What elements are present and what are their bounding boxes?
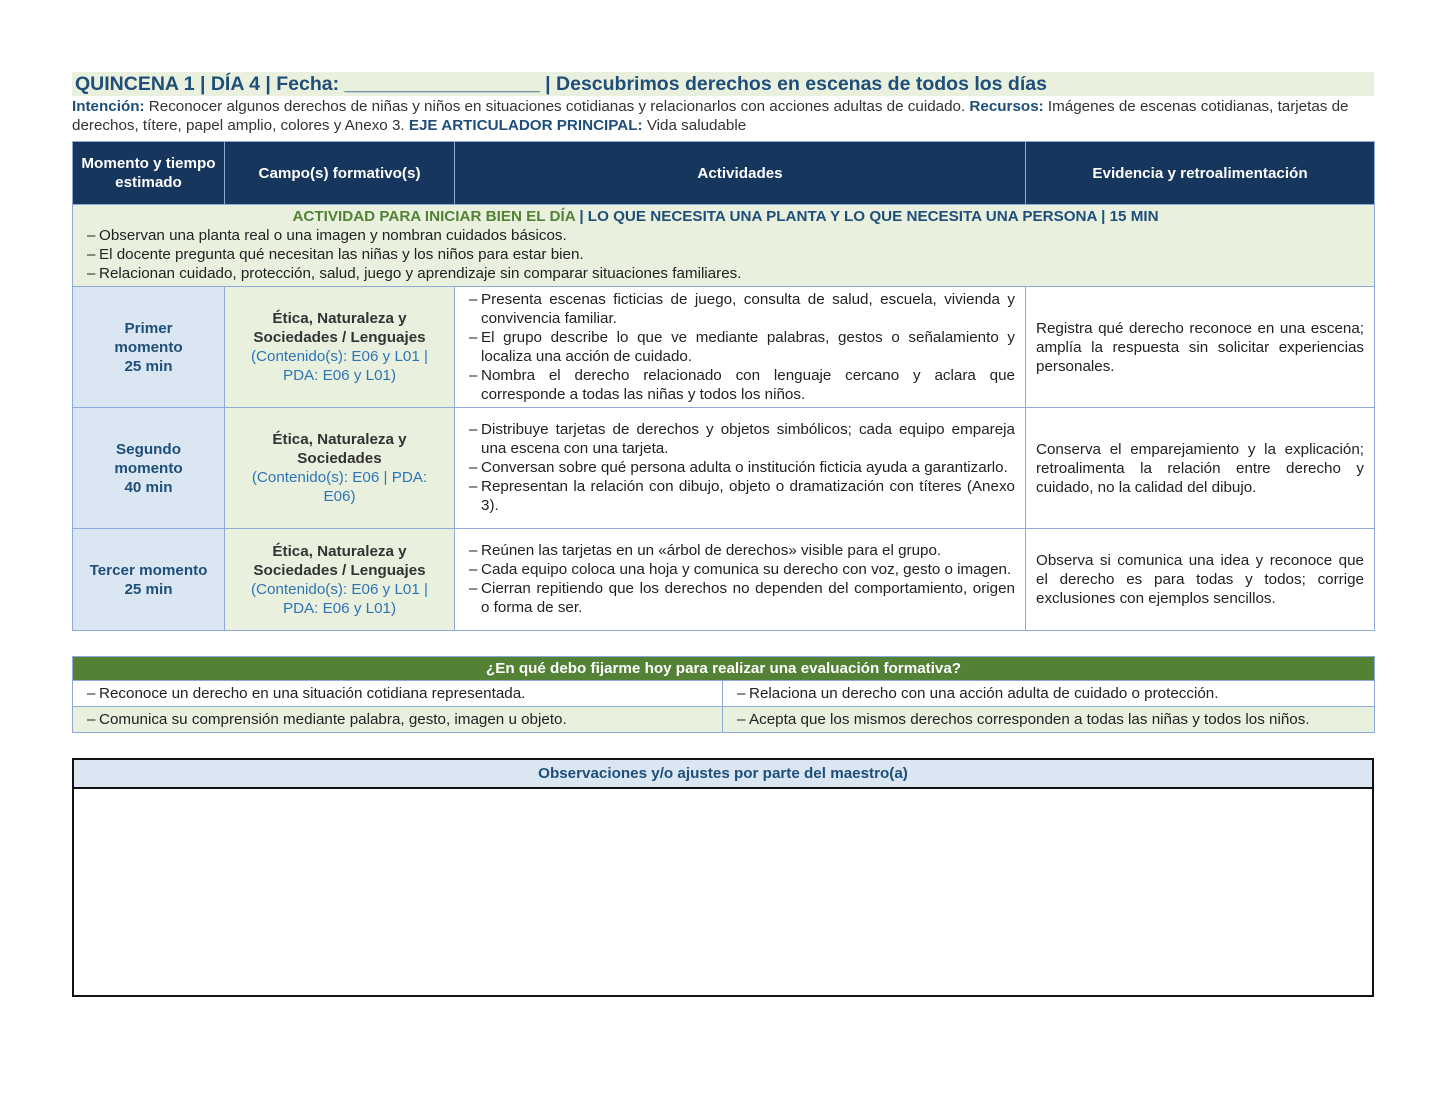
- field-name: Ética, Naturaleza y Sociedades / Lenguajes: [253, 542, 426, 579]
- moment-cell: [73, 529, 225, 631]
- column-header-moment: Momento y tiempo estimado: [73, 142, 225, 205]
- observations-title: Observaciones y/o ajustes por parte del maestro(a): [74, 760, 1372, 789]
- field-cell: [225, 287, 455, 408]
- moment-cell: [73, 408, 225, 529]
- warmup-title: [87, 207, 1364, 226]
- moment-time: 40 min: [124, 478, 173, 496]
- activities-list: [469, 290, 1015, 404]
- list-item: – Cierran repitiendo que los derechos no dependen del comportamiento, origen o forma de ser.: [469, 579, 1015, 617]
- activities-cell: [455, 408, 1026, 529]
- warmup-cell: [73, 205, 1375, 287]
- title-suffix: | Descubrimos derechos en escenas de todos los días: [539, 73, 1047, 95]
- evaluation-item: – Acepta que los mismos derechos corresponden a todas las niñas y todos los niños.: [723, 707, 1375, 733]
- moment-cell: [73, 287, 225, 408]
- field-name: Ética, Naturaleza y Sociedades / Lenguajes: [253, 310, 426, 346]
- intencion-text: Reconocer algunos derechos de niñas y niños en situaciones cotidianas y relacionarlos con acciones adultas de cuidado.: [144, 98, 970, 115]
- table-row: [73, 529, 1375, 631]
- title-prefix: QUINCENA 1 | DÍA 4 | Fecha:: [75, 73, 345, 95]
- intencion-label: Intención:: [72, 98, 145, 115]
- list-item: – Reúnen las tarjetas en un «árbol de derechos» visible para el grupo.: [469, 541, 1015, 560]
- list-item: – El docente pregunta qué necesitan las niñas y los niños para estar bien.: [87, 245, 1364, 264]
- table-row: [73, 408, 1375, 529]
- list-item: – Presenta escenas ficticias de juego, consulta de salud, escuela, vivienda y convivencia familiar.: [469, 290, 1015, 328]
- table-row: [73, 707, 1375, 733]
- lesson-plan-page: [72, 72, 1374, 997]
- list-item: – Cada equipo coloca una hoja y comunica su derecho con voz, gesto o imagen.: [469, 560, 1015, 579]
- warmup-list: [87, 226, 1364, 283]
- page-title: [72, 72, 1374, 96]
- list-item: – Representan la relación con dibujo, objeto o dramatización con títeres (Anexo 3).: [469, 477, 1015, 515]
- evidence-cell: Registra qué derecho reconoce en una escena; amplía la respuesta sin solicitar experiencias personales.: [1026, 287, 1375, 408]
- list-item: – Relacionan cuidado, protección, salud, juego y aprendizaje sin comparar situaciones familiares.: [87, 264, 1364, 283]
- evaluation-item: – Reconoce un derecho en una situación cotidiana representada.: [73, 681, 723, 707]
- evidence-cell: Conserva el emparejamiento y la explicación; retroalimenta la relación entre derecho y cuidado, no la calidad del dibujo.: [1026, 408, 1375, 529]
- recursos-label: Recursos:: [969, 98, 1044, 115]
- field-name: Ética, Naturaleza y Sociedades: [272, 431, 407, 467]
- moment-name: Tercer momento: [89, 561, 208, 579]
- moment-name: Primer momento: [114, 319, 183, 356]
- activities-cell: [455, 529, 1026, 631]
- moment-time: 25 min: [124, 357, 173, 375]
- observations-box: [72, 758, 1374, 997]
- evidence-cell: Observa si comunica una idea y reconoce que el derecho es para todas y todos; corrige exclusiones con ejemplos sencillos.: [1026, 529, 1375, 631]
- evaluation-header-row: [73, 657, 1375, 681]
- field-cell: [225, 529, 455, 631]
- intro-paragraph: [72, 97, 1374, 135]
- eje-text: Vida saludable: [642, 117, 747, 134]
- list-item: – Nombra el derecho relacionado con lenguaje cercano y aclara que corresponde a todas las niñas y todos los niños.: [469, 366, 1015, 404]
- column-header-activities: Actividades: [455, 142, 1026, 205]
- warmup-title-rest: | LO QUE NECESITA UNA PLANTA Y LO QUE NECESITA UNA PERSONA | 15 MIN: [575, 208, 1159, 225]
- recursos-text: Imágenes de escenas cotidianas, tarjetas de derechos, títere, papel amplio, colores y Anexo 3.: [72, 98, 1349, 134]
- evaluation-title: ¿En qué debo fijarme hoy para realizar una evaluación formativa?: [73, 657, 1375, 681]
- moment-name: Segundo momento: [114, 440, 183, 477]
- contenido-text: (Contenido(s): E06 y L01 | PDA: E06 y L01): [250, 580, 428, 617]
- activities-cell: [455, 287, 1026, 408]
- list-item: – Observan una planta real o una imagen y nombran cuidados básicos.: [87, 226, 1364, 245]
- date-blank: __________________: [344, 73, 540, 95]
- table-row: [73, 287, 1375, 408]
- list-item: – Conversan sobre qué persona adulta o institución ficticia ayuda a garantizarlo.: [469, 458, 1015, 477]
- activities-list: [469, 420, 1015, 515]
- table-row: [73, 681, 1375, 707]
- moment-time: 25 min: [124, 580, 173, 598]
- observations-area[interactable]: [74, 789, 1372, 995]
- contenido-text: (Contenido(s): E06 y L01 | PDA: E06 y L01): [250, 348, 428, 384]
- column-header-evidence: Evidencia y retroalimentación: [1026, 142, 1375, 205]
- warmup-title-green: ACTIVIDAD PARA INICIAR BIEN EL DÍA: [292, 208, 576, 225]
- warmup-row: [73, 205, 1375, 287]
- eje-label: EJE ARTICULADOR PRINCIPAL:: [408, 117, 643, 134]
- evaluation-item: – Relaciona un derecho con una acción adulta de cuidado o protección.: [723, 681, 1375, 707]
- field-cell: [225, 408, 455, 529]
- evaluation-table: [72, 656, 1375, 733]
- column-header-field: Campo(s) formativo(s): [225, 142, 455, 205]
- list-item: – El grupo describe lo que ve mediante palabras, gestos o señalamiento y localiza una acción de cuidado.: [469, 328, 1015, 366]
- table-header-row: [73, 142, 1375, 205]
- list-item: – Distribuye tarjetas de derechos y objetos simbólicos; cada equipo empareja una escena con una tarjeta.: [469, 420, 1015, 458]
- activities-table: [72, 141, 1375, 631]
- activities-list: [469, 541, 1015, 617]
- contenido-text: (Contenido(s): E06 | PDA: E06): [251, 469, 428, 505]
- evaluation-item: – Comunica su comprensión mediante palabra, gesto, imagen u objeto.: [73, 707, 723, 733]
